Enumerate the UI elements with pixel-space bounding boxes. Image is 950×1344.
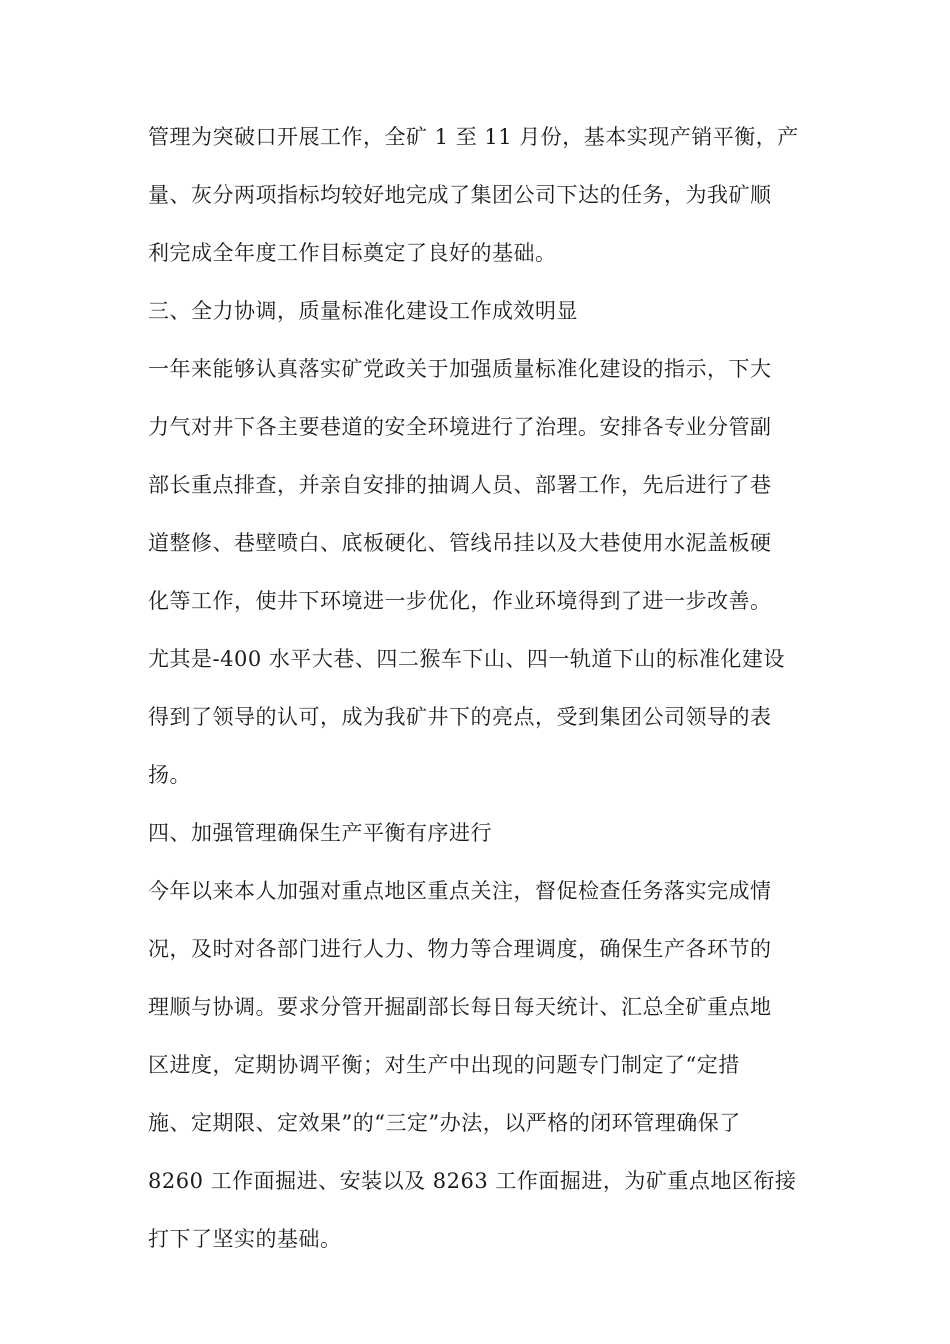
- text-line: 化等工作，使井下环境进一步优化，作业环境得到了进一步改善。: [148, 589, 772, 613]
- body-text: [148, 116, 808, 1276]
- section-heading: 四、加强管理确保生产平衡有序进行: [148, 821, 492, 845]
- section-heading: 三、全力协调，质量标准化建设工作成效明显: [148, 299, 578, 323]
- text-line: 施、定期限、定效果”的“三定”办法，以严格的闭环管理确保了: [148, 1111, 741, 1135]
- text-line: 力气对井下各主要巷道的安全环境进行了治理。安排各专业分管副: [148, 415, 772, 439]
- text-line: 尤其是-400 水平大巷、四二猴车下山、四一轨道下山的标准化建设: [148, 647, 785, 671]
- text-line: 8260 工作面掘进、安装以及 8263 工作面掘进，为矿重点地区衔接: [148, 1169, 797, 1193]
- text-line: 区进度，定期协调平衡；对生产中出现的问题专门制定了“定措: [148, 1053, 740, 1077]
- text-line: 道整修、巷壁喷白、底板硬化、管线吊挂以及大巷使用水泥盖板硬: [148, 531, 772, 555]
- text-line: 况，及时对各部门进行人力、物力等合理调度，确保生产各环节的: [148, 937, 772, 961]
- text-line: 部长重点排查，并亲自安排的抽调人员、部署工作，先后进行了巷: [148, 473, 772, 497]
- text-line: 管理为突破口开展工作，全矿 1 至 11 月份，基本实现产销平衡，产: [148, 125, 799, 149]
- text-line: 理顺与协调。要求分管开掘副部长每日每天统计、汇总全矿重点地: [148, 995, 772, 1019]
- text-line: 量、灰分两项指标均较好地完成了集团公司下达的任务，为我矿顺: [148, 183, 772, 207]
- text-line: 打下了坚实的基础。: [148, 1227, 342, 1251]
- text-line: 得到了领导的认可，成为我矿井下的亮点，受到集团公司领导的表: [148, 705, 772, 729]
- text-line: 扬。: [148, 763, 191, 787]
- text-line: 利完成全年度工作目标奠定了良好的基础。: [148, 241, 557, 265]
- text-line: 一年来能够认真落实矿党政关于加强质量标准化建设的指示，下大: [148, 357, 772, 381]
- text-line: 今年以来本人加强对重点地区重点关注，督促检查任务落实完成情: [148, 879, 772, 903]
